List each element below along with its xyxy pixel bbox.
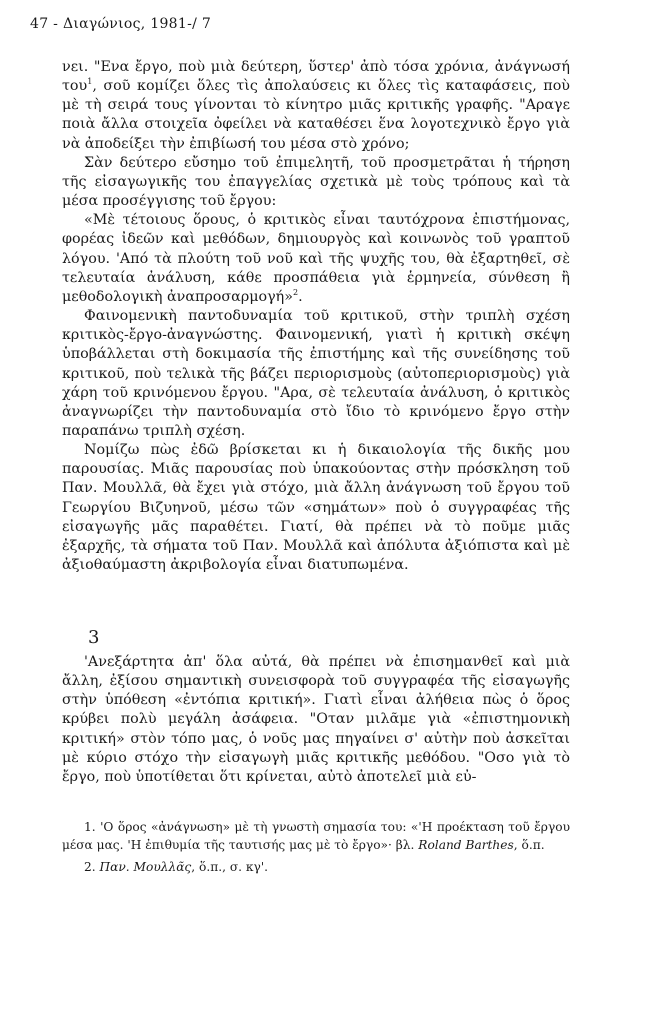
quote-text: «Μὲ τέτοιους ὅρους, ὁ κριτικὸς εἶναι ταυτόχρονα ἐπιστήμονας, φορέας ἰδεῶν καὶ μεθόδων, δημιουργὸς καὶ κοινωνὸς τοῦ γραπτοῦ λόγου. 'Από τὰ πλούτη τοῦ νοῦ καὶ τῆς ψυχῆς του, θὰ ἐξαρτηθεῖ, σὲ τελευταία ἀνάλυση, κάθε προσπάθεια γιὰ ἑρμηνεία, σύνθεση ἢ μεθοδολογικὴ ἀναπροσαρμογή» bbox=[62, 212, 570, 305]
quote-end: . bbox=[298, 288, 303, 305]
section-body bbox=[62, 653, 570, 787]
section-paragraph: 'Ανεξάρτητα ἀπ' ὅλα αὐτά, θὰ πρέπει νὰ ἐπισημανθεῖ καὶ μιὰ ἄλλη, ἐξίσου σημαντικὴ συνεισφορὰ τοῦ συγγραφέα τῆς εἰσαγωγῆς στὴν ὑπόθεση «ἐντόπια κριτική». Γιατὶ εἶναι ἀλήθεια πὼς ὁ ὅρος κρύβει πολὺ μεγάλη ἀσάφεια. "Οταν μιλᾶμε γιὰ «ἐπιστημονικὴ κριτική» στὸν τόπο μας, ὁ νοῦς μας πηγαίνει σ' αὐτὴν ποὺ ἀσκεῖται μὲ κύριο στόχο τὴν εἰσαγωγὴ μιᾶς κριτικῆς μεθόδου. "Οσο γιὰ τὸ ἔργο, ποὺ ὑποτίθεται ὅτι κρίνεται, αὐτὸ ἀποτελεῖ μιὰ εὐ- bbox=[62, 654, 570, 785]
paragraph-1-text-b: , σοῦ κομίζει ὅλες τὶς ἀπολαύσεις κι ὅλες τὶς καταφάσεις, ποὺ μὲ τὴ σειρά τους γίνονται τὸ κίνητρο μιᾶς κριτικῆς γραφῆς. "Αραγε ποιὰ ἄλλα στοιχεῖα ὀφείλει νὰ καταθέσει ἕνα λογοτεχνικὸ ἔργο γιὰ νὰ ἀποδείξει τὴν ἐπιβίωσή του μέσα στὸ χρόνο; bbox=[62, 78, 570, 152]
footnote-2 bbox=[62, 858, 570, 876]
paragraph-1-text-a: νει. "Ενα ἔργο, ποὺ μιὰ δεύτερη, ὕστερ' ἀπὸ τόσα χρόνια, ἀνάγνωσή του bbox=[62, 59, 570, 95]
footnote-2-tail: , ὅ.π., σ. κγ'. bbox=[191, 860, 269, 874]
footnote-2-author: Παν. Μουλλᾶς bbox=[99, 860, 192, 874]
page-header: 47 - Διαγώνιος, 1981-/ 7 bbox=[30, 16, 212, 32]
footnote-1-author: Roland Barthes bbox=[418, 838, 514, 852]
footnote-1-tail: , ὅ.π. bbox=[513, 838, 545, 852]
paragraph-2: Σὰν δεύτερο εὔσημο τοῦ ἐπιμελητῆ, τοῦ προσμετρᾶται ἡ τήρηση τῆς εἰσαγωγικῆς του ἐπαγγελίας σχετικὰ μὲ τοὺς τρόπους καὶ τὰ μέσα προσέγγισης τοῦ ἔργου: bbox=[62, 154, 570, 210]
footnotes bbox=[62, 818, 570, 876]
section-number: 3 bbox=[88, 627, 100, 648]
footnote-1-text: 1. 'Ο ὅρος «ἀνάγνωση» μὲ τὴ γνωστὴ σημασία του: «'Η προέκταση τοῦ ἔργου μέσα μας. 'Η ἐπιθυμία τῆς ταυτισής μας μὲ τὸ ἔργο»· βλ. bbox=[62, 820, 570, 852]
block-quote bbox=[62, 211, 570, 307]
footnote-ref-1: 1 bbox=[87, 77, 93, 87]
footnote-ref-2: 2 bbox=[292, 287, 299, 297]
body-text bbox=[62, 58, 570, 575]
paragraph-1 bbox=[62, 58, 570, 154]
paragraph-4: Νομίζω πὼς ἐδῶ βρίσκεται κι ἡ δικαιολογία τῆς δικῆς μου παρουσίας. Μιᾶς παρουσίας ποὺ ὑπακούοντας στὴν πρόσκληση τοῦ Παν. Μουλλᾶ, θὰ ἔχει γιὰ στόχο, μιὰ ἄλλη ἀνάγνωση τοῦ ἔργου τοῦ Γεωργίου Βιζυηνοῦ, μέσω τῶν «σημάτων» ποὺ ὁ συγγραφέας τῆς εἰσαγωγῆς μᾶς παραθέτει. Γιατί, θὰ πρέπει νὰ τὸ ποῦμε μιᾶς ἐξαρχῆς, τὰ σήματα τοῦ Παν. Μουλλᾶ καὶ ἀπόλυτα ἀξιόπιστα καὶ μὲ ἀξιοθαύμαστη ἀκριβολογία εἶναι διατυπωμένα. bbox=[62, 442, 570, 574]
footnote-2-number: 2. bbox=[84, 860, 100, 874]
footnote-1 bbox=[62, 818, 570, 854]
paragraph-3: Φαινομενικὴ παντοδυναμία τοῦ κριτικοῦ, στὴν τριπλὴ σχέση κριτικὸς-ἔργο-ἀναγνώστης. Φαινομενική, γιατὶ ἡ κριτικὴ σκέψη ὑποβάλλεται στὴ δοκιμασία τῆς ἐπιστήμης καὶ τῆς συνείδησης τοῦ κριτικοῦ, ποὺ τελικὰ τῆς βάζει περιορισμοὺς (αὐτοπεριορισμοὺς) γιὰ χάρη τοῦ κρινόμενου ἔργου. "Αρα, σὲ τελευταία ἀνάλυση, ὁ κριτικὸς ἀναγνωρίζει τὴν παντοδυναμία στὸ ἴδιο τὸ κρινόμενο ἔργο στὴν παραπάνω τριπλὴ σχέση. bbox=[62, 308, 570, 439]
